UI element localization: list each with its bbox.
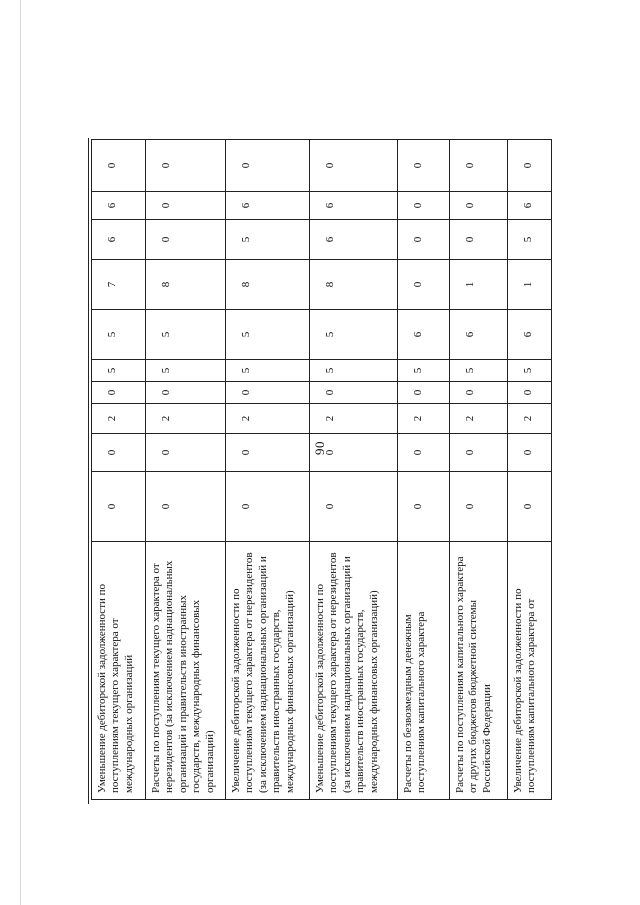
code-digit-cell: 0	[398, 382, 450, 404]
code-digit-cell: 5	[146, 310, 226, 360]
table-container	[91, 140, 551, 800]
code-digit-cell: 0	[508, 472, 552, 542]
code-digit-cell: 0	[508, 382, 552, 404]
code-digit-cell: 5	[92, 310, 146, 360]
code-digit-cell: 8	[146, 260, 226, 310]
code-digit-cell: 5	[398, 360, 450, 382]
code-digit-cell: 5	[226, 220, 310, 260]
row-name-cell: Расчеты по поступлениям текущего характера от нерезидентов (за исключением наднациональных организаций и правительств иностранных государств, международных финансовых организаций)	[146, 542, 226, 800]
code-digit-cell: 0	[450, 434, 508, 472]
code-digit-cell: 6	[310, 192, 398, 220]
table-left-border	[88, 138, 89, 804]
code-digit-cell: 0	[226, 382, 310, 404]
code-digit-cell: 0	[398, 192, 450, 220]
code-digit-cell: 2	[92, 404, 146, 434]
code-digit-cell: 8	[226, 260, 310, 310]
code-digit-cell: 2	[450, 404, 508, 434]
code-digit-cell: 0	[226, 140, 310, 192]
code-digit-cell: 5	[310, 310, 398, 360]
rotated-table-frame	[91, 140, 551, 800]
code-digit-cell: 0	[146, 434, 226, 472]
code-digit-cell: 5	[226, 310, 310, 360]
code-digit-cell: 6	[450, 310, 508, 360]
code-digit-cell: 1	[508, 260, 552, 310]
code-digit-cell: 7	[92, 260, 146, 310]
row-name-cell: Уменьшение дебиторской задолженности по поступлениям текущего характера от нерезидентов (за исключением наднациональных организаций и правительств иностранных государств, международных финансовых организаций)	[310, 542, 398, 800]
table-row	[146, 140, 226, 800]
code-digit-cell: 5	[146, 360, 226, 382]
code-digit-cell: 0	[146, 192, 226, 220]
code-digit-cell: 5	[450, 360, 508, 382]
code-digit-cell: 0	[508, 434, 552, 472]
code-digit-cell: 2	[226, 404, 310, 434]
table-body	[92, 140, 552, 800]
code-digit-cell: 6	[92, 192, 146, 220]
table-row	[92, 140, 146, 800]
code-digit-cell: 0	[398, 260, 450, 310]
code-digit-cell: 0	[310, 382, 398, 404]
code-digit-cell: 5	[310, 360, 398, 382]
row-name-cell: Расчеты по безвозмездным денежным поступлениям капитального характера	[398, 542, 450, 800]
code-digit-cell: 2	[310, 404, 398, 434]
code-digit-cell: 0	[310, 140, 398, 192]
receivables-table	[91, 139, 552, 800]
table-row	[508, 140, 552, 800]
code-digit-cell: 5	[92, 360, 146, 382]
table-row	[450, 140, 508, 800]
code-digit-cell: 0	[92, 434, 146, 472]
code-digit-cell: 5	[508, 360, 552, 382]
code-digit-cell: 0	[146, 472, 226, 542]
code-digit-cell: 0	[146, 220, 226, 260]
code-digit-cell: 0	[92, 382, 146, 404]
code-digit-cell: 5	[508, 220, 552, 260]
code-digit-cell: 2	[398, 404, 450, 434]
page-number: 90	[312, 441, 327, 455]
row-name-cell: Уменьшение дебиторской задолженности по поступлениям текущего характера от международных организаций	[92, 542, 146, 800]
code-digit-cell: 0	[146, 140, 226, 192]
code-digit-cell: 6	[398, 310, 450, 360]
code-digit-cell: 0	[226, 472, 310, 542]
code-digit-cell: 0	[226, 434, 310, 472]
code-digit-cell: 0	[450, 472, 508, 542]
code-digit-cell: 1	[450, 260, 508, 310]
code-digit-cell: 6	[508, 310, 552, 360]
code-digit-cell: 6	[226, 192, 310, 220]
code-digit-cell: 5	[226, 360, 310, 382]
row-name-cell: Расчеты по поступлениям капитального характера от других бюджетов бюджетной системы Российской Федерации	[450, 542, 508, 800]
code-digit-cell: 0	[398, 140, 450, 192]
code-digit-cell: 6	[310, 220, 398, 260]
code-digit-cell: 0	[450, 192, 508, 220]
code-digit-cell: 0	[146, 382, 226, 404]
code-digit-cell: 6	[508, 192, 552, 220]
code-digit-cell: 6	[92, 220, 146, 260]
code-digit-cell: 0	[398, 220, 450, 260]
table-row	[310, 140, 398, 800]
code-digit-cell: 8	[310, 260, 398, 310]
table-row	[226, 140, 310, 800]
code-digit-cell: 2	[146, 404, 226, 434]
code-digit-cell: 0	[310, 434, 398, 472]
code-digit-cell: 0	[398, 434, 450, 472]
table-row	[398, 140, 450, 800]
code-digit-cell: 0	[450, 220, 508, 260]
code-digit-cell: 0	[92, 140, 146, 192]
code-digit-cell: 0	[450, 140, 508, 192]
code-digit-cell: 0	[450, 382, 508, 404]
row-name-cell: Увеличение дебиторской задолженности по поступлениям текущего характера от нерезидентов (за исключением наднациональных организаций и правительств иностранных государств, международных финансовых организаций)	[226, 542, 310, 800]
scan-edge-line	[20, 0, 21, 905]
code-digit-cell: 2	[508, 404, 552, 434]
code-digit-cell: 0	[310, 472, 398, 542]
code-digit-cell: 0	[398, 472, 450, 542]
code-digit-cell: 0	[92, 472, 146, 542]
row-name-cell: Увеличение дебиторской задолженности по поступлениям капитального характера от	[508, 542, 552, 800]
code-digit-cell: 0	[508, 140, 552, 192]
